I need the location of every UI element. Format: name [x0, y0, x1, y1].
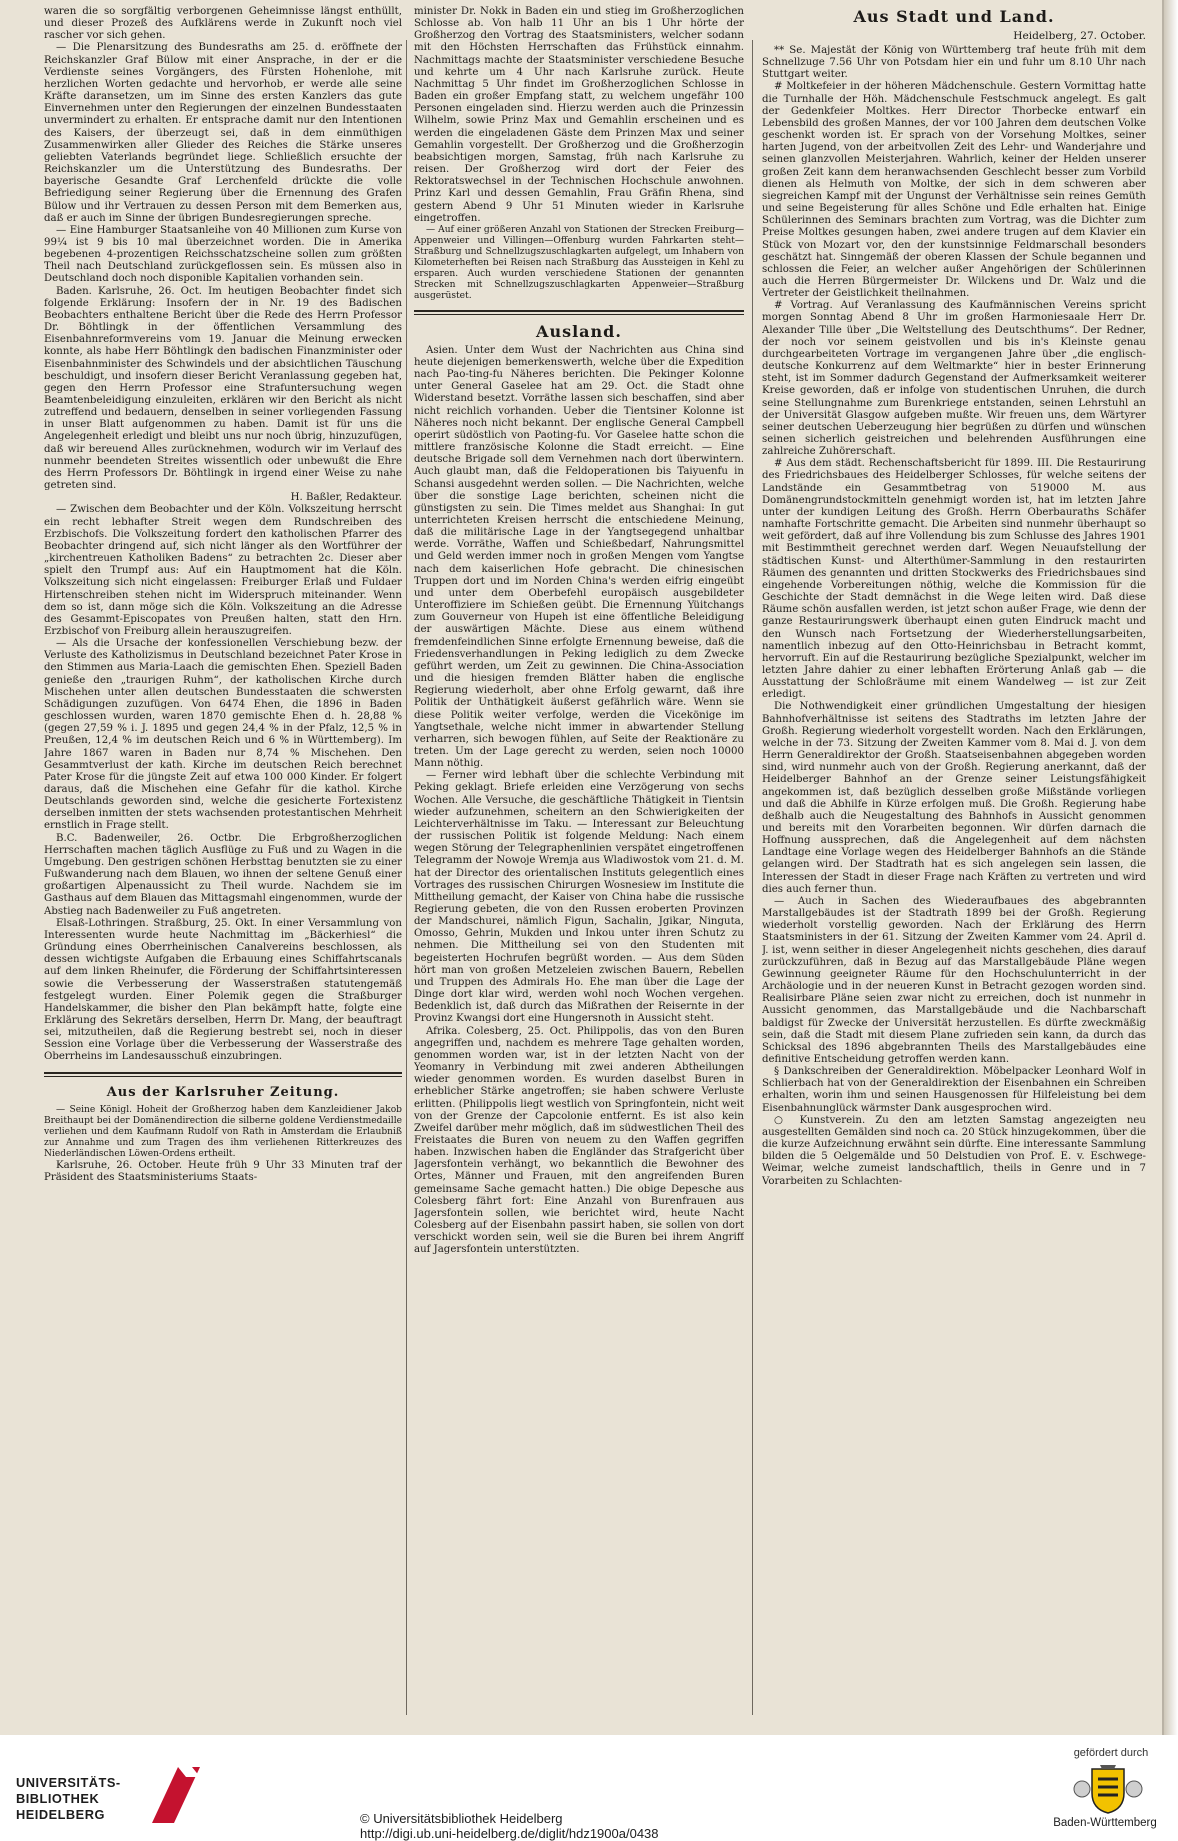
library-name-line1: UNIVERSITÄTS-: [16, 1775, 121, 1790]
column-right: [762, 6, 1146, 1726]
baden-wuerttemberg-coat-of-arms-icon: [1072, 1763, 1144, 1815]
article-paragraph: waren die so sorgfältig verborgenen Geheimnisse längst enthüllt, und dieser Prozeß des Aufklärens werde in Zukunft noch viel rascher vor sich gehen.: [44, 6, 402, 42]
article-kunstverein: ○ Kunstverein. Zu den am letzten Samstag angezeigten neu ausgestellten Gemälden sind noch ca. 20 Stück hinzugekommen, über die die kurze Aufzeichnung erwähnt sein dürfte. Eine interessante Sammlung bilden die 5 Oelgemälde und 50 Delstudien von Prof. E. v. Eschwege-Weimar, welche zumeist landschaftlich, theils in Genre und in 7 Vorarbeiten zu Schlachten-: [762, 1114, 1146, 1187]
article-baden-karlsruhe: Baden. Karlsruhe, 26. Oct. Im heutigen Beobachter findet sich folgende Erklärung: Insofern der in Nr. 19 des Badischen Beobachters enthaltene Bericht über die Rede des Herrn Professor Dr. Böhtlingk in der öffentlichen Versammlung des Eisenbahnreformvereins vom 19. Januar die Meinung erwecken konnte, als habe Herr Böhtlingk den badischen Finanzminister oder Eisenbahnminister des Schwindels und der absichtlichen Täuschung beschuldigt, und insofern dieser Bericht Veranlassung gegeben hat, gegen den Herrn Professor eine Strafuntersuchung wegen Beamtenbeleidigung einzuleiten, erklären wir den Bericht als nicht zutreffend und bedauern, denselben in seiner vorliegenden Fassung in unser Blatt aufgenommen zu haben. Damit ist für uns die Angelegenheit erledigt und bleibt uns nur noch übrig, hinzuzufügen, daß wir bereuend Alles zurücknehmen, wodurch wir im Verlauf des nunmehr beendeten Streites wissentlich oder unbewußt die Ehre des Herrn Professors Dr. Böhtlingk in irgend einer Weise zu nahe getreten sind.: [44, 285, 402, 492]
article-beobachter: — Zwischen dem Beobachter und der Köln. Volkszeitung herrscht ein recht lebhafter Streit wegen dem Rundschreiben des Erzbischofs. Die Volkszeitung fordert den katholischen Pfarrer des Beobachter dringend auf, sich nicht länger als den Wortführer der „kirchentreuen Katholiken Badens“ zu betrachten 2c. Dieser aber spielt den Trumpf aus: Auf ein Hauptmoment hat die Köln. Volkszeitung sich nicht eingelassen: Freiburger Erlaß und Fuldaer Hirtenschreiben stehen nicht im Widerspruch miteinander. Wenn dem so ist, dann möge sich die Köln. Volkszeitung an die Adresse des Gesammt-Episcopates von Preußen halten, statt den Hrn. Erzbischof von Freiburg allein herauszugreifen.: [44, 504, 402, 637]
article-russische-politik: — Ferner wird lebhaft über die schlechte Verbindung mit Peking geklagt. Briefe erleiden eine Verzögerung von sechs Wochen. Alle Versuche, die geschäftliche Thätigkeit in Tientsin wieder aufzunehmen, scheitern an den Schwierigkeiten der Leichterverhältnisse im Taku. — Interessant zur Beleuchtung der russischen Politik ist folgende Meldung: Nach einem wegen Störung der Telegraphenlinien verspätet eingetroffenen Telegramm der Nowoje Wremja aus Wladiwostok vom 21. d. M. hat der Director des orientalischen Instituts gelegentlich eines Vortrages des russischen Chirurgen Wosnesiew im Institute die Mittheilung gemacht, der Kaiser von China habe die russische Regierung gebeten, die von den Russen eroberten Provinzen der Mandschurei, nämlich Figun, Sachalin, Jgikar, Ninguta, Omosso, Gehrin, Mukden und Inkou unter ihren Schutz zu nehmen. Die Mittheilung sei von den Studenten mit begeisterten Hochrufen begrüßt worden. — Aus dem Süden hört man von großen Metzeleien zwischen Bauern, Rebellen und Truppen des Admirals Ho. Ehe man über die Lage der Dinge dort klar wird, werden wohl noch Wochen vergehen. Bedenklich ist, daß durch das Mißrathen der Reisernte in der Provinz Kwangsi dort eine Hungersnoth in Aussicht steht.: [414, 770, 744, 1025]
article-bundesrath: — Die Plenarsitzung des Bundesraths am 25. d. eröffnete der Reichskanzler Graf Bülow mit einer Ansprache, in der er die Verdienste seines Vorgängers, des Fürsten Hohenlohe, mit herzlichen Worten gedachte und hervorhob, er werde alle seine Kräfte daransetzen, um im Sinne des ersten Kanzlers das gute Einvernehmen unter den Regierungen der einzelnen Bundesstaaten unvermindert zu erhalten. Er entsprache damit nur den Intentionen des Kaisers, der überzeugt sei, daß in dem einmüthigen Zusammenwirken aller Glieder des Reiches die Stärke unseres geliebten Vaterlands begründet liege. Schließlich ersuchte der Reichskanzler um die Unterstützung des Bundesraths. Der bayerische Gesandte Graf Lerchenfeld drückte die volle Befriedigung seiner Regierung über die Ernennung des Grafen Bülow und ihr Vertrauen zu dessen Person mit dem Bemerken aus, daß er auch im Sinne der übrigen Bundesregierungen spreche.: [44, 42, 402, 224]
article-afrika: Afrika. Colesberg, 25. Oct. Philippolis, das von den Buren angegriffen und, nachdem es mehrere Tage gehalten worden, genommen worden war, ist in der letzten Nacht von der Yeomanry in Verbindung mit zwei anderen Abtheilungen wieder genommen worden. Es wurden daselbst Buren in erheblicher Stärke angetroffen; sie haben schwere Verluste erlitten. (Philippolis liegt westlich von Springfontein, nicht weit von der Grenze der Capcolonie entfernt. Es ist also kein Zweifel darüber mehr möglich, daß im südwestlichen Theil des Freistaates die Buren von neuem zu den Waffen gegriffen haben. Inzwischen haben die Engländer das Strafgericht über Jagersfontein verhängt, wo bekanntlich die Bewohner des Ortes, Männer und Frauen, mit den angreifenden Buren gemeinsame Sache gemacht hatten.) Die obige Depesche aus Colesberg fährt fort: Eine Anzahl von Burenfrauen aus Jagersfontein sollen, wie berichtet wird, heute Nacht Colesberg auf der Eisenbahn passirt haben, sie sollen von dort verschickt worden sein, weil sie die Buren bei ihrem Angriff auf Jagersfontein unterstützten.: [414, 1025, 744, 1256]
column-rule: [406, 40, 407, 1715]
section-heading-ausland: Ausland.: [536, 321, 622, 341]
article-elsass: Elsaß-Lothringen. Straßburg, 25. Okt. In einer Versammlung von Interessenten wurde heute Nachmittag im „Bäckerhiesl“ die Gründung eines Oberrheinischen Canalvereins beschlossen, als dessen wichtigste Aufgaben die Erbauung eines Schiffahrtscanals auf dem linken Rheinufer, die Förderung der Schiffahrtsinteressen sowie die Verbesserung der Wasserstraßen statutengemäß festgelegt wurden. Einer Polemik gegen die Straßburger Handelskammer, die bisher den Plan bekämpft hatte, folgte eine Erklärung des Sekretärs derselben, Herrn Dr. Mang, der beauftragt sei, mitzutheilen, daß die Regierung bestrebt sei, noch in dieser Session eine Vorlage über die Verbesserung der Wasserstraße des Oberrheins im Landesausschuß einzubringen.: [44, 917, 402, 1063]
column-middle: [414, 6, 744, 1726]
article-rechenschaftsbericht: # Aus dem städt. Rechenschaftsbericht für 1899. III. Die Restaurirung des Friedrichsbaues des Heidelberger Schlosses, für welche seitens der Landstände ein Gesammtbetrag von 519000 M. aus Domänengrundstockmitteln genehmigt worden ist, hat im letzten Jahre unter der kundigen Leitung des Großh. Herrn Oberbauraths Schäfer namhafte Fortschritte gemacht. Die Arbeiten sind nunmehr überhaupt so weit gefördert, daß auf ihre Vollendung bis zum Schlusse des Jahres 1901 mit Bestimmtheit gerechnet werden darf. Wegen Neuaufstellung der städtischen Kunst- und Alterthümer-Sammlung in den restaurirten Räumen des genannten und dritten Stockwerks des Friedrichsbaues sind eingehende Vorbereitungen nöthig, welche die Kommission für die Geschichte der Stadt demnächst in die Wege leiten wird. Daß diese Räume schön ausfallen werden, ist jetzt schon außer Frage, wie denn der ganze Restaurirungswerk überhaupt einen guten Eindruck macht und den Wunsch nach Fortsetzung der Wiederherstellungsarbeiten, namentlich inbezug auf den Otto-Heinrichsbau in Betracht kommt, hervorruft. Ein auf die Restaurirung bezügliche Spezialpunkt, welcher im letzten Jahre dahier zu einer lebhaften Erörterung Anlaß gab — die Ausstattung der Schloßräume mit einem Wandelweg — ist zur Zeit erledigt.: [762, 458, 1146, 701]
article-signature: H. Baßler, Redakteur.: [290, 492, 402, 504]
section-heading-stadt-und-land: Aus Stadt und Land.: [853, 7, 1055, 26]
article-marstall: — Auch in Sachen des Wiederaufbaues des abgebrannten Marstallgebäudes ist der Stadtrath 1899 bei der Großh. Regierung wiederholt vorstellig geworden. Nach der Erklärung des Herrn Staatsministers in der 61. Sitzung der Zweiten Kammer vom 24. April d. J. ist, wenn seither in dieser Angelegenheit nichts geschehen, dies darauf zurückzuführen, daß in Bezug auf das Marstallgebäude Pläne wegen Gewinnung geeigneter Räume für den Hochschulunterricht in der Archäologie und in der neueren Kunst in Betracht gezogen worden sind. Realisirbare Pläne seien zwar nicht zu erreichen, doch ist nunmehr in Aussicht genommen, das Marstallgebäude und die Nachbarschaft baldigst für Zwecke der Universität herzustellen. Es dürfte zweckmäßig sein, daß die Stadt mit diesem Plane zufrieden sein kann, da durch das Schicksal des 1896 abgebrannten Theils des Marstallgebäudes eine definitive Entscheidung getroffen werden kann.: [762, 895, 1146, 1065]
article-bahnhof: Die Nothwendigkeit einer gründlichen Umgestaltung der hiesigen Bahnhofverhältnisse ist seitens des Stadtraths im letzten Jahre der Großh. Regierung wiederholt vorgestellt worden. Nach den Erklärungen, welche in der 73. Sitzung der Zweiten Kammer vom 8. Mai d. J. von dem Herrn Generaldirektor der Großh. Staatseisenbahnen abgegeben worden sind, wird nunmehr auch von der Großh. Regierung anerkannt, daß der Heidelberger Bahnhof an der Grenze seiner Leistungsfähigkeit angekommen ist, daß bezüglich desselben große Mißstände vorliegen und daß die Abhilfe in Kürze erfolgen muß. Die Großh. Regierung habe deßhalb auch die Neugestaltung des Bahnhofs in Aussicht genommen und bereits mit den Vorarbeiten begonnen. Wir dürfen darnach die Hoffnung aussprechen, daß die Angelegenheit auf dem nächsten Landtage eine Vorlage wegen des Heidelberger Bahnhofs an die Stände gelangen wird. Der Stadtrath hat es sich angelegen sein lassen, die Interessen der Stadt in dieser Frage nach Kräften zu vertreten und wird dies auch ferner thun.: [762, 701, 1146, 895]
library-logo-text[interactable]: [16, 1775, 142, 1822]
article-koenig: ** Se. Majestät der König von Württemberg traf heute früh mit dem Schnellzuge 7.56 Uhr von Potsdam hier ein und fuhr um 8.10 Uhr nach Stuttgart weiter.: [762, 45, 1146, 81]
column-left: [44, 6, 402, 1726]
permalink[interactable]: http://digi.ub.uni-heidelberg.de/diglit/hdz1900a/0438: [360, 1826, 659, 1841]
sponsor-name: Baden-Württemberg: [1053, 1817, 1157, 1829]
column-rule: [752, 40, 753, 1715]
article-hamburg-loan: — Eine Hamburger Staatsanleihe von 40 Millionen zum Kurse von 99¼ ist 9 bis 10 mal überzeichnet worden. Die in Amerika begebenen 4-prozentigen Reichsschatzscheine sollen zum größten Theil nach Deutschland zurückgeflossen sein. Es müssen also in Deutschland doch noch disponible Kapitalien vorhanden sein.: [44, 224, 402, 285]
article-asien: Asien. Unter dem Wust der Nachrichten aus China sind heute diejenigen bemerkenswerth, welche über die Expedition nach Pao-ting-fu Näheres berichten. Die Pekinger Kolonne unter General Gaselee hat am 29. Oct. die Stadt ohne Widerstand besetzt. Vorräthe lassen sich beschaffen, sind aber nicht reichlich vorhanden. Ueber die Tientsiner Kolonne ist Näheres noch nicht bekannt. Der englische General Campbell operirt südöstlich von Paoting-fu. Vor Gaselee hatte schon die mittlere französische Kolonne die Stadt erreicht. — Eine deutsche Brigade soll dem Vernehmen nach dort überwintern. Auch glaubt man, daß die Feldoperationen bis Taiyuenfu in Schansi ausgedehnt werden sollen. — Die Nachrichten, welche über die sonstige Lage berichten, scheinen nicht die günstigsten zu sein. Die Times meldet aus Shanghai: In gut unterrichteten Kreisen herrscht die entschiedene Meinung, daß die militärische Lage in der Yangtsegegend unhaltbar werde. Vorräthe, Waffen und Schießbedarf, Nahrungsmittel und Geld werden immer noch in großen Mengen vom Yangtse nach dem kaiserlichen Hofe gebracht. Die chinesischen Truppen dort und im Norden China's werden eifrig eingeübt und unter dem Oberbefehl europäisch ausgebildeter Unteroffiziere im Schießen geübt. Die Ernennung Yüitchangs zum Gouverneur von Hupeh ist eine öffentliche Beleidigung der auswärtigen Mächte. Diese aus einem wüthend fremdenfeindlichen Sinne erfolgte Ernennung beweise, daß die Friedensverhandlungen in Peking lediglich zu dem Zwecke geführt werden, um Zeit zu gewinnen. Die China-Association und die hiesigen fremden Blätter haben die englische Regierung wiederholt, aber ohne Erfolg gewarnt, daß ihre Politik der Unthätigkeit äußerst gefährlich wäre. Wenn sie diese Politik weiter verfolge, werden die Vicekönige im Yangtsethale, welche nicht immer in abwartender Stellung verharren, sich bewogen fühlen, auf Seite der Reaktionäre zu treten. Um der Lage gerecht zu werden, seien noch 10000 Mann nöthig.: [414, 344, 744, 770]
article-nokk: minister Dr. Nokk in Baden ein und stieg im Großherzoglichen Schlosse ab. Von halb 11 Uhr an bis 1 Uhr hörte der Großherzog den Vortrag des Staatsministers, welcher sodann mit den Höchsten Herrschaften das Frühstück einnahm. Nachmittags machte der Staatsminister verschiedene Besuche und kehrte um 4 Uhr nach Karlsruhe zurück. Heute Nachmittag 5 Uhr findet im Großherzoglichen Schlosse in Baden ein großer Empfang statt, zu welchem ungefähr 100 Personen eingeladen sind. Hierzu werden auch die Prinzessin Wilhelm, sowie Prinz Max und Gemahlin erscheinen und es werden die eingeladenen Gäste dem Prinzen Max und seiner Gemahlin vorgestellt. Der Großherzog und die Großherzogin beabsichtigen morgen, Samstag, früh nach Karlsruhe zu reisen. Der Großherzog wird dort der Feier des Rektoratswechsel in der Technischen Hochschule anwohnen. Prinz Karl und dessen Gemahlin, Frau Gräfin Rhena, sind gestern Abend 9 Uhr 51 Minuten wieder in Karlsruhe eingetroffen.: [414, 6, 744, 224]
article-dankschreiben: § Dankschreiben der Generaldirektion. Möbelpacker Leonhard Wolf in Schlierbach hat von der Generaldirektion der Eisenbahnen ein Schreiben erhalten, worin ihm und seinen Hausgenossen für Hilfeleistung bei dem Eisenbahnunglück wärmster Dank ausgesprochen wird.: [762, 1066, 1146, 1114]
dateline: Heidelberg, 27. October.: [1013, 30, 1146, 42]
footer: [0, 1735, 1178, 1841]
section-heading-karlsruher-zeitung: Aus der Karlsruher Zeitung.: [106, 1084, 340, 1100]
article-mischehen: — Als die Ursache der konfessionellen Verschiebung bezw. der Verluste des Katholizismus in Deutschland bezeichnet Pater Krose in den Stimmen aus Maria-Laach die gemischten Ehen. Speziell Baden genieße den „traurigen Ruhm“, der katholischen Kirche durch Mischehen unter allen deutschen Bundesstaaten die schwersten Schädigungen zuzufügen. Von 6474 Ehen, die 1896 in Baden geschlossen wurden, waren 1870 gemischte Ehen d. h. 28,88 % (gegen 27,59 % i. J. 1895 und gegen 24,4 % in der Pfalz, 12,5 % in Preußen, 12,4 % im deutschen Reich und 6 % in Württemberg). Im Jahre 1867 waren in Baden nur 8,74 % Mischehen. Den Gesammtverlust der kath. Kirche im deutschen Reich berechnet Pater Krose für die jüngste Zeit auf etwa 100 000 Kinder. Er folgert daraus, daß die Mischehen eine Gefahr für die kathol. Kirche Deutschlands geworden sind, welche die gesicherte Fortexistenz derselben inmitten der stets wachsenden protestantischen Mehrheit ernstlich in Frage stellt.: [44, 638, 402, 832]
library-name-line2: BIBLIOTHEK: [16, 1791, 100, 1806]
article-grossherzog: — Seine Königl. Hoheit der Großherzog haben dem Kanzleidiener Jakob Breithaupt bei der Domänendirection die silberne goldene Verdienstmedaille verliehen und dem Kaufmann Rudolf von Rath in Amsterdam die Erlaubniß zur Annahme und zum Tragen des ihm verliehenen Ritterkreuzes des Niederländischen Löwen-Ordens ertheilt.: [44, 1104, 402, 1159]
article-moltkefeier: # Moltkefeier in der höheren Mädchenschule. Gestern Vormittag hatte die Turnhalle der Höh. Mädchenschule Festschmuck angelegt. Es galt der Gedenkfeier Moltkes. Herr Director Thorbecke entwarf ein Lebensbild des großen Mannes, der vor 100 Jahren dem deutschen Volke geschenkt worden ist. Er sprach von der Vorsehung Moltkes, seiner harten Jugend, von der arbeitvollen Zeit des Lehr- und Wanderjahre und seinen glanzvollen Meisterjahren. Wahrlich, keiner der Helden unserer großen Zeit kann dem heranwachsenden Geschlecht besser zum Vorbild dienen als Helmuth von Moltke, der sich in dem schweren aber siegreichen Kampf mit der Ungunst der Verhältnisse sein reines Gemüth und seine Begeisterung für alles Schöne und Edle erhalten hat. Einige Schülerinnen des Seminars brachten zum Vortrag, was die Dichter zum Preise Moltkes gesungen haben, zwei andere trugen auf dem Klavier ein Stück von Mozart vor, den der kunstsinnige Feldmarschall besonders geschätzt hat. Sinngemäß der oberen Klassen der Schule begannen und schlossen die Feier, an welcher außer Angehörigen der Schülerinnen auch die Herren Bürgermeister Dr. Wilckens und Dr. Walz und die Vertreter der Geistlichkeit theilnahmen.: [762, 81, 1146, 300]
copyright-text: © Universitätsbibliothek Heidelberg: [360, 1811, 563, 1826]
article-karlsruhe-oct: Karlsruhe, 26. October. Heute früh 9 Uhr 33 Minuten traf der Präsident des Staatsministeriums Staats-: [44, 1159, 402, 1183]
article-fahrkarten: — Auf einer größeren Anzahl von Stationen der Strecken Freiburg—Appenweier und Villingen—Offenburg wurden Fahrkarten steht—Straßburg und Schnellzugszuschlagkarten aufgelegt, um Inhabern von Kilometerheften bei Reisen nach Straßburg das Aussteigen in Kehl zu ersparen. Auch wurden verschiedene Stationen der genannten Strecken mit Schnellzugszuschlagkarten Appenweier—Straßburg ausgerüstet.: [414, 224, 744, 301]
library-name-line3: HEIDELBERG: [16, 1807, 105, 1822]
scan-edge: [1164, 0, 1178, 1735]
article-badenweiler: B.C. Badenweiler, 26. Octbr. Die Erbgroßherzoglichen Herrschaften machen täglich Ausflüge zu Fuß und zu Wagen in die Umgebung. Den gestrigen schönen Herbsttag benutzten sie zu einer Fußwanderung nach dem Blauen, wo ihnen der seltene Genuß einer großartigen Alpenaussicht zu Theil wurde. Nachdem sie im Gasthaus auf dem Blauen das Mittagsmahl eingenommen, wurde der Abstieg nach Badenweiler zu Fuß angetreten.: [44, 832, 402, 917]
section-divider: [44, 1072, 402, 1077]
sponsor-label: gefördert durch: [1073, 1747, 1149, 1759]
ub-heidelberg-logo-icon: [148, 1763, 204, 1827]
section-divider: [414, 310, 744, 315]
article-vortrag: # Vortrag. Auf Veranlassung des Kaufmännischen Vereins spricht morgen Sonntag Abend 8 Uhr im großen Harmoniesaale Herr Dr. Alexander Tille über „Die Weltstellung des Deutschthums“. Der Redner, der noch vor seinem geistvollen und bis in's Kleinste genau durchgearbeiteten Vortrage im vergangenen Jahre über „die englisch-deutsche Konkurrenz auf dem Weltmarkte“ hier in bester Erinnerung steht, ist im Sommer dadurch Gegenstand der Aufmerksamkeit weiterer Kreise geworden, daß er infolge von studentischen Unruhen, die durch seine Stellungnahme zum Burenkriege entstanden, seinen Lehrstuhl an der Universität Glasgow aufgeben mußte. Wir freuen uns, dem Wärtyrer seiner deutschen Ueberzeugung hier begrüßen zu dürfen und wünschen seinen sicherlich geistreichen und belehrenden Ausführungen eine zahlreiche Zuhörerschaft.: [762, 300, 1146, 458]
